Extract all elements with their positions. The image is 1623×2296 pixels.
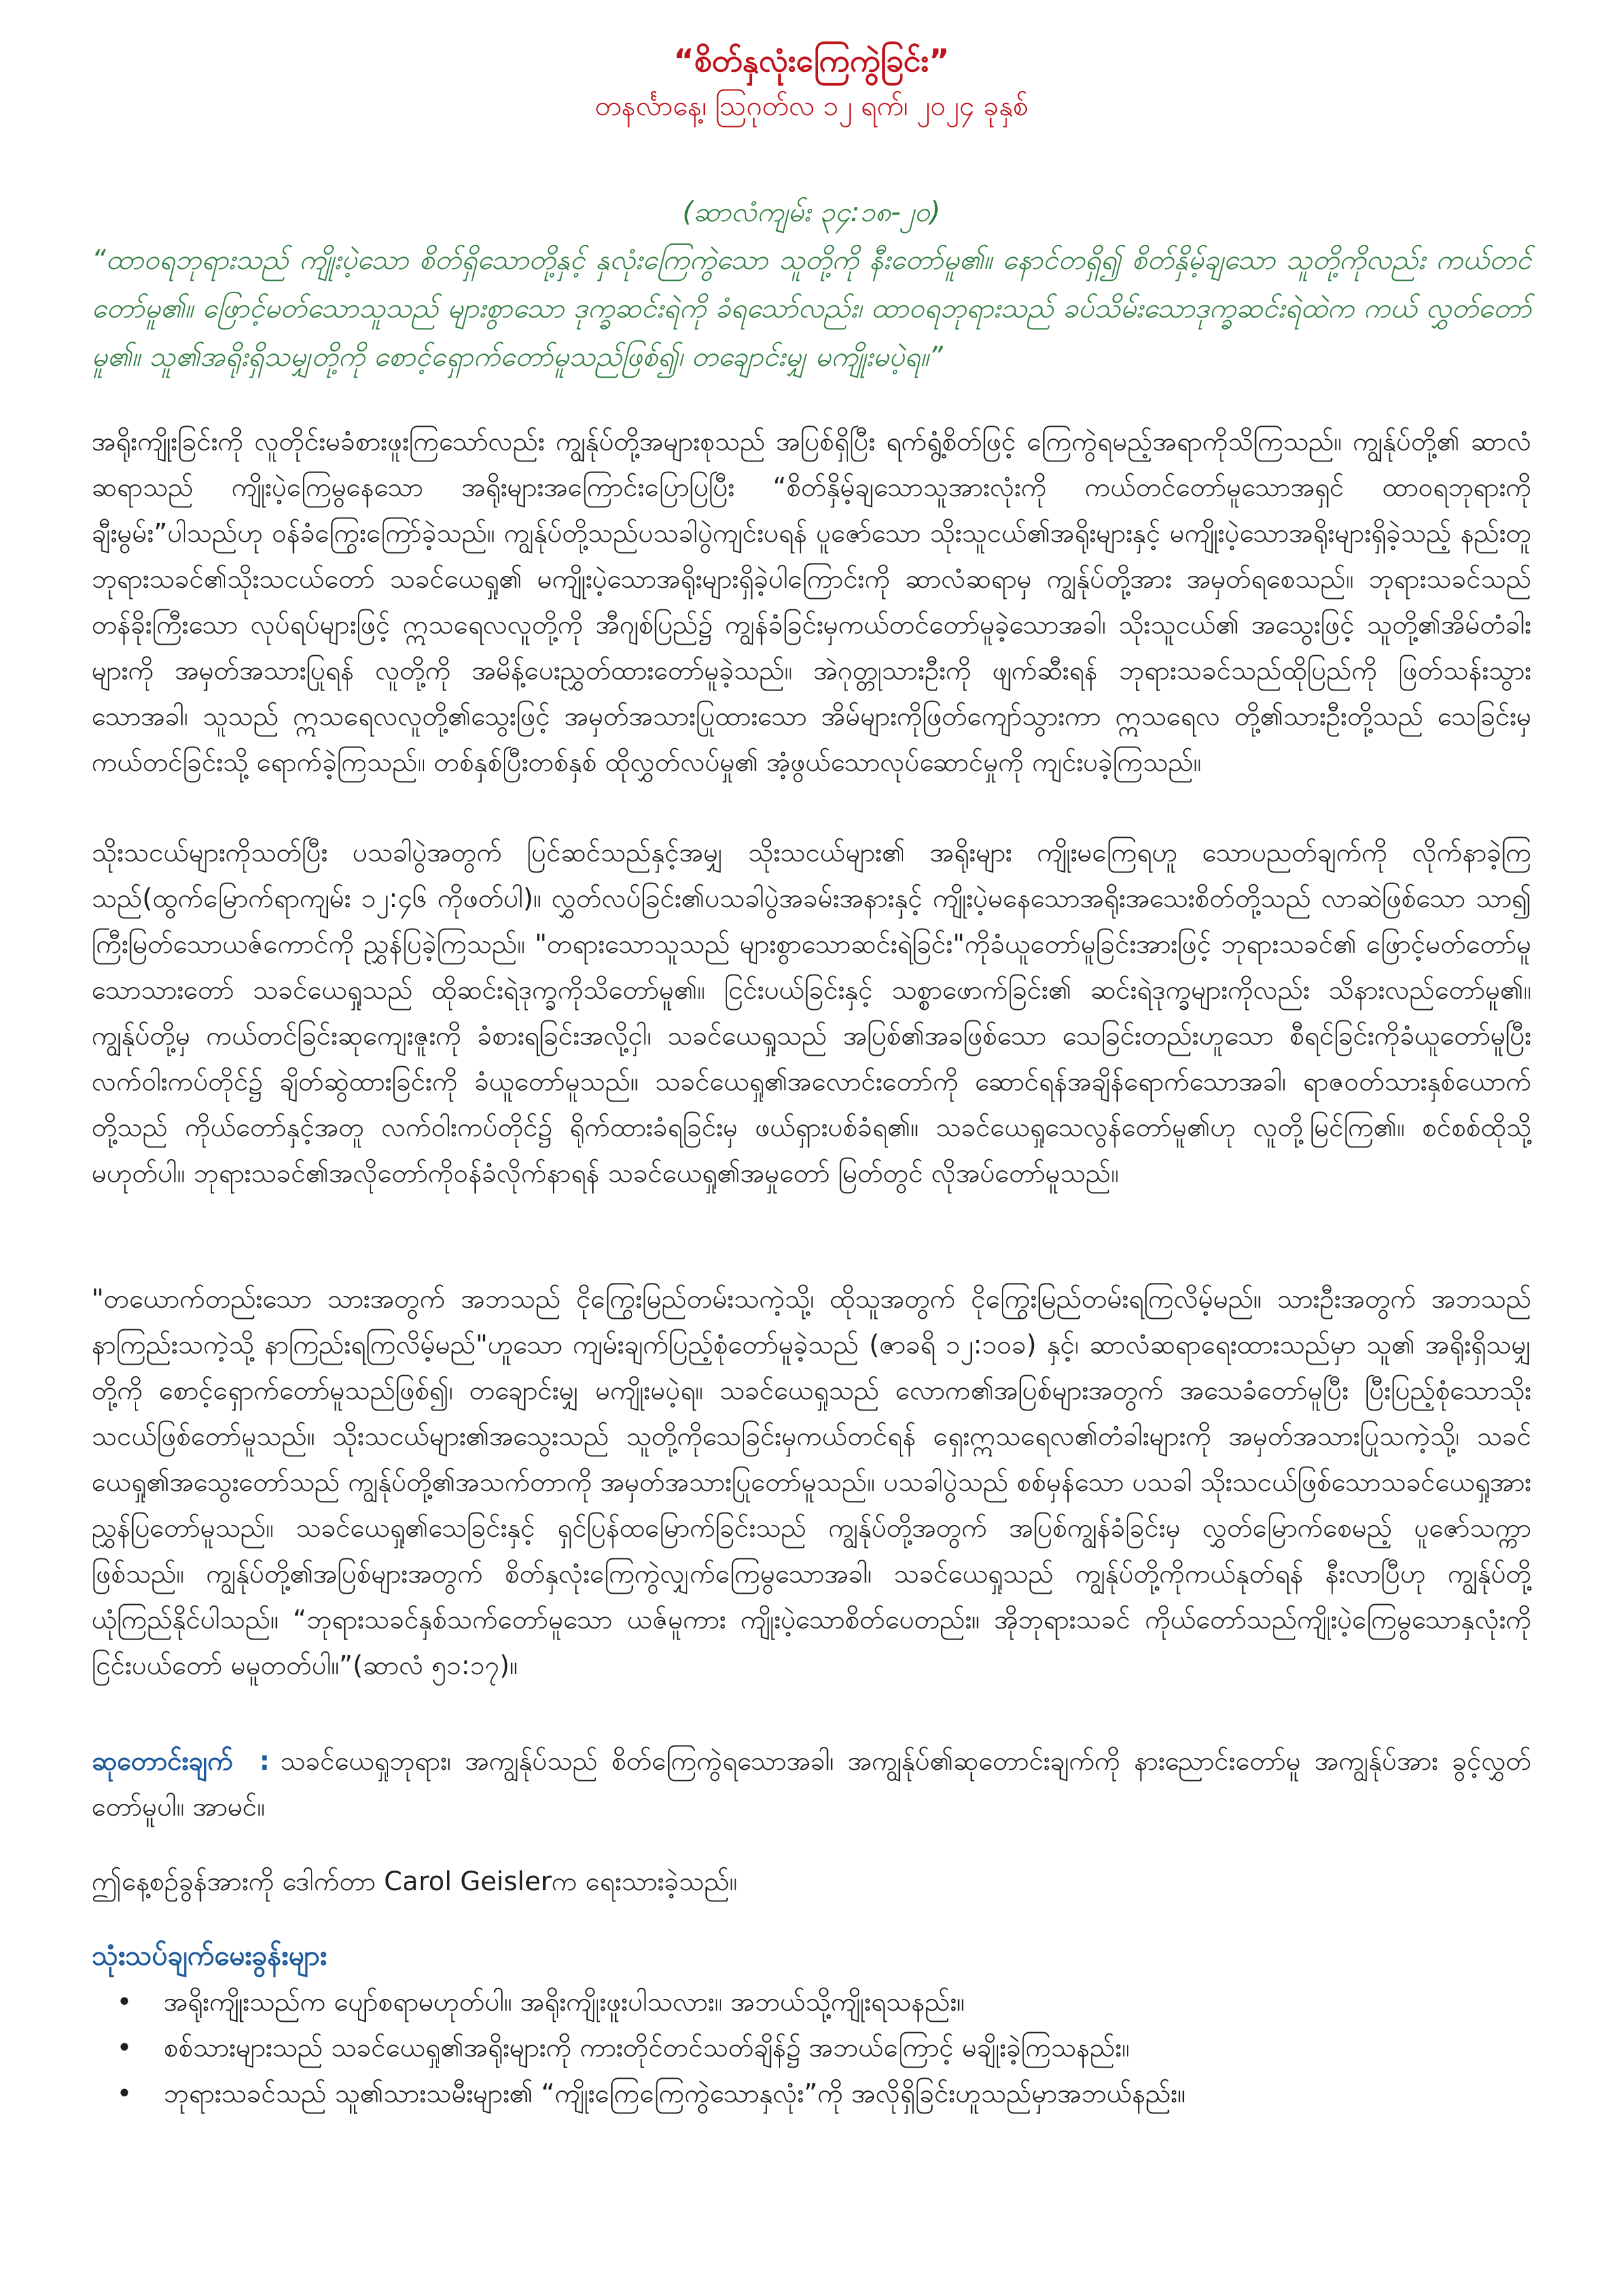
body-paragraph-3: "တယောက်တည်းသော သားအတွက် အဘသည် ငိုကြွေးမြည်တမ်းသကဲ့သို့၊ ထိုသူအတွက် ငိုကြွေးမြည်တမ်းရကြလိမ့်မည်။ သားဦးအတွက် အဘသည် နာကြည်းသကဲ့သို့ နာကြည်းရကြလိမ့်မည်"ဟူသော ကျမ်းချက်ပြည့်စုံတော်မူခဲ့သည် (ဇာခရိ ၁၂:၁၀ခ) နှင့်၊ ဆာလံဆရာရေးထားသည်မှာ သူ၏ အရိုးရှိသမျှတို့ကို စောင့်ရှောက်တော်မူသည်ဖြစ်၍၊ တချောင်းမျှ မကျိုးမပဲ့ရ။ သခင်ယေရှုသည် လောက၏အပြစ်များအတွက် အသေခံတော်မူပြီး ပြီးပြည့်စုံသောသိုးသငယ်ဖြစ်တော်မူသည်။ သိုးသငယ်များ၏အသွေးသည် သူတို့ကိုသေခြင်းမှကယ်တင်ရန် ရှေးဣသရေလ၏တံခါးများကို အမှတ်အသားပြုသကဲ့သို့၊ သခင်ယေရှု၏အသွေးတော်သည် ကျွန်ုပ်တို့၏အသက်တာကို အမှတ်အသားပြုတော်မူသည်။ ပသခါပွဲသည် စစ်မှန်သော ပသခါ သိုးသငယ်ဖြစ်သောသခင်ယေရှုအား ညွှန်ပြတော်မူသည်။ သခင်ယေရှု၏သေခြင်းနှင့် ရှင်ပြန်ထမြောက်ခြင်းသည် ကျွန်ုပ်တို့အတွက် အပြစ်ကျွန်ခံခြင်းမှ လွှတ်မြောက်စေမည့် ပူဇော်သက္ကာဖြစ်သည်။ ကျွန်ုပ်တို့၏အပြစ်များအတွက် စိတ်နှလုံးကြေကွဲလျှက်ကြေမွသောအခါ၊ သခင်ယေရှုသည် ကျွန်ုပ်တို့ကိုကယ်နုတ်ရန် နီးလာပြီဟု ကျွန်ုပ်တို့ ယုံကြည်နိုင်ပါသည်။ “ဘုရားသခင်နှစ်သက်တော်မူသော ယဇ်မူကား ကျိုးပဲ့သောစိတ်ပေတည်း။ အိုဘုရားသခင် ကိုယ်တော်သည်ကျိုးပဲ့ကြေမွသောနှလုံးကို ငြင်းပယ်တော် မမူတတ်ပါ။”(ဆာလံ ၅၁:၁၇)။ <box>92 1284 1531 1681</box>
question-text: ဘုရားသခင်သည် သူ၏သားသမီးများ၏ “ကျိုးကြေကြေကွဲသောနှလုံး”ကို အလိုရှိခြင်းဟူသည်မှာအဘယ်နည်း။ <box>164 2079 1186 2109</box>
verse-text: “ထာဝရဘုရားသည် ကျိုးပဲ့သော စိတ်ရှိသောတို့နှင့် နှလုံးကြေကွဲသော သူတို့ကို နီးတော်မူ၏။ နောင်တရှိ၍ စိတ်နှိမ့်ချသော သူတို့ကိုလည်း ကယ်တင်တော်မူ၏။ ဖြောင့်မတ်သောသူသည် များစွာသော ဒုက္ခဆင်းရဲကို ခံရသော်လည်း၊ ထာဝရဘုရားသည် ခပ်သိမ်းသောဒုက္ခဆင်းရဲထဲက ကယ် လွှတ်တော်မူ၏။ သူ၏အရိုးရှိသမျှတို့ကို စောင့်ရှောက်တော်မူသည်ဖြစ်၍၊ တချောင်းမျှ မကျိုးမပဲ့ရ။” <box>92 243 1531 372</box>
list-item <box>92 2071 1531 2117</box>
list-item <box>92 1979 1531 2025</box>
page-date: တနင်္လာနေ့၊ ဩဂုတ်လ ၁၂ ရက်၊ ၂၀၂၄ ခုနှစ် <box>594 90 1029 122</box>
questions-heading: သုံးသပ်ချက်မေးခွန်းများ <box>92 1939 327 1971</box>
bullet-icon: • <box>116 2079 132 2109</box>
prayer-separator: : <box>259 1746 270 1776</box>
questions-list <box>92 1979 1531 2117</box>
bullet-icon: • <box>116 2033 132 2063</box>
prayer-label: ဆုတောင်းချက် <box>92 1746 234 1776</box>
question-text: စစ်သားများသည် သခင်ယေရှု၏အရိုးများကို ကားတိုင်တင်သတ်ချိန်၌ အဘယ်ကြောင့် မချိုးခဲ့ကြသနည်း။ <box>164 2033 1130 2063</box>
list-item <box>92 2025 1531 2071</box>
verse-reference: (ဆာလံကျမ်း ၃၄:၁၈-၂၀) <box>682 196 941 228</box>
prayer-section <box>92 1738 1531 1830</box>
body-paragraph-2: သိုးသငယ်များကိုသတ်ပြီး ပသခါပွဲအတွက် ပြင်ဆင်သည်နှင့်အမျှ သိုးသငယ်များ၏ အရိုးများ ကျိုးမကြေရဟူ သောပညတ်ချက်ကို လိုက်နာခဲ့ကြသည်(ထွက်မြောက်ရာကျမ်း ၁၂:၄၆ ကိုဖတ်ပါ)။ လွှတ်လပ်ခြင်း၏ပသခါပွဲအခမ်းအနားနှင့် ကျိုးပဲ့မနေသောအရိုးအသေးစိတ်တို့သည် လာဆဲဖြစ်သော သာ၍ ကြီးမြတ်သောယဇ်ကောင်ကို ညွှန်ပြခဲ့ကြသည်။ "တရားသောသူသည် များစွာသောဆင်းရဲခြင်း"ကိုခံယူတော်မူခြင်းအားဖြင့် ဘုရားသခင်၏ ဖြောင့်မတ်တော်မူသောသားတော် သခင်ယေရှုသည် ထိုဆင်းရဲဒုက္ခကိုသိတော်မူ၏။ ငြင်းပယ်ခြင်းနှင့် သစ္စာဖောက်ခြင်း၏ ဆင်းရဲဒုက္ခများကိုလည်း သိနားလည်တော်မူ၏။ ကျွန်ုပ်တို့မှ ကယ်တင်ခြင်းဆုကျေးဇူးကို ခံစားရခြင်းအလို့ငှါ၊ သခင်ယေရှုသည် အပြစ်၏အခဖြစ်သော သေခြင်းတည်းဟူသော စီရင်ခြင်းကိုခံယူတော်မူပြီး လက်ဝါးကပ်တိုင်၌ ချိတ်ဆွဲထားခြင်းကို ခံယူတော်မူသည်။ သခင်ယေရှု၏အလောင်းတော်ကို ဆောင်ရန်အချိန်ရောက်သောအခါ၊ ရာဇဝတ်သားနှစ်ယောက်တို့သည် ကိုယ်တော်နှင့်အတူ လက်ဝါးကပ်တိုင်၌ ရိုက်ထားခံရခြင်းမှ ဖယ်ရှားပစ်ခံရ၏။ သခင်ယေရှုသေလွန်တော်မူ၏ဟု လူတို့မြင်ကြ၏။ စင်စစ်ထိုသို့ မဟုတ်ပါ။ ဘုရားသခင်၏အလိုတော်ကိုဝန်ခံလိုက်နာရန် သခင်ယေရှု၏အမှုတော် မြတ်တွင် လိုအပ်တော်မူသည်။ <box>92 838 1531 1189</box>
question-text: အရိုးကျိုးသည်က ပျော်စရာမဟုတ်ပါ။ အရိုးကျိုးဖူးပါသလား။ အဘယ်သို့ကျိုးရသနည်း။ <box>164 1987 965 2017</box>
body-paragraph-1: အရိုးကျိုးခြင်းကို လူတိုင်းမခံစားဖူးကြသော်လည်း ကျွန်ုပ်တို့အများစုသည် အပြစ်ရှိပြီး ရက်ရွံ့စိတ်ဖြင့် ကြေကွဲရမည့်အရာကိုသိကြသည်။ ကျွန်ုပ်တို့၏ ဆာလံဆရာသည် ကျိုးပဲ့ကြေမွနေသော အရိုးများအကြောင်းပြောပြပြီး “စိတ်နှိမ့်ချသောသူအားလုံးကို ကယ်တင်တော်မူသောအရှင် ထာဝရဘုရားကို ချီးမွမ်း”ပါသည်ဟု ဝန်ခံကြွေးကြော်ခဲ့သည်။ ကျွန်ုပ်တို့သည်ပသခါပွဲကျင်းပရန် ပူဇော်သော သိုးသူငယ်၏အရိုးများနှင့် မကျိုးပဲ့သောအရိုးများရှိခဲ့သည့် နည်းတူ ဘုရားသခင်၏သိုးသငယ်တော် သခင်ယေရှု၏ မကျိုးပဲ့သောအရိုးများရှိခဲ့ပါကြောင်းကို ဆာလံဆရာမှ ကျွန်ုပ်တို့အား အမှတ်ရစေသည်။ ဘုရားသခင်သည် တန်ခိုးကြီးသော လုပ်ရပ်များဖြင့် ဣသရေလလူတို့ကို အီဂျစ်ပြည်၌ ကျွန်ခံခြင်းမှကယ်တင်တော်မူခဲ့သောအခါ၊ သိုးသူငယ်၏ အသွေးဖြင့် သူတို့၏အိမ်တံခါးများကို အမှတ်အသားပြုရန် လူတို့ကို အမိန့်ပေးညွှတ်ထားတော်မူခဲ့သည်။ အဲဂုတ္တုသားဦးကို ဖျက်ဆီးရန် ဘုရားသခင်သည်ထိုပြည်ကို ဖြတ်သန်းသွားသောအခါ၊ သူသည် ဣသရေလလူတို့၏သွေးဖြင့် အမှတ်အသားပြုထားသော အိမ်များကိုဖြတ်ကျော်သွားကာ ဣသရေလ တို့၏သားဦးတို့သည် သေခြင်းမှ ကယ်တင်ခြင်းသို့ ရောက်ခဲ့ကြသည်။ တစ်နှစ်ပြီးတစ်နှစ် ထိုလွှတ်လပ်မှု၏ အံ့ဖွယ်သောလုပ်ဆောင်မှုကို ကျင်းပခဲ့ကြသည်။ <box>92 427 1531 778</box>
page-title: “စိတ်နှလုံးကြေကွဲခြင်း” <box>673 43 950 79</box>
prayer-text: သခင်ယေရှုဘုရား၊ အကျွန်ုပ်သည် စိတ်ကြေကွဲရသောအခါ၊ အကျွန်ုပ်၏ဆုတောင်းချက်ကို နားညောင်းတော်မူ အကျွန်ုပ်အား ခွင့်လွှတ်တော်မူပါ။ အာမင်။ <box>92 1746 1531 1822</box>
bullet-icon: • <box>116 1987 132 2017</box>
author-note: ဤနေ့စဉ်ခွန်အားကို ဒေါက်တာ Carol Geislerက ရေးသားခဲ့သည်။ <box>92 1867 738 1897</box>
